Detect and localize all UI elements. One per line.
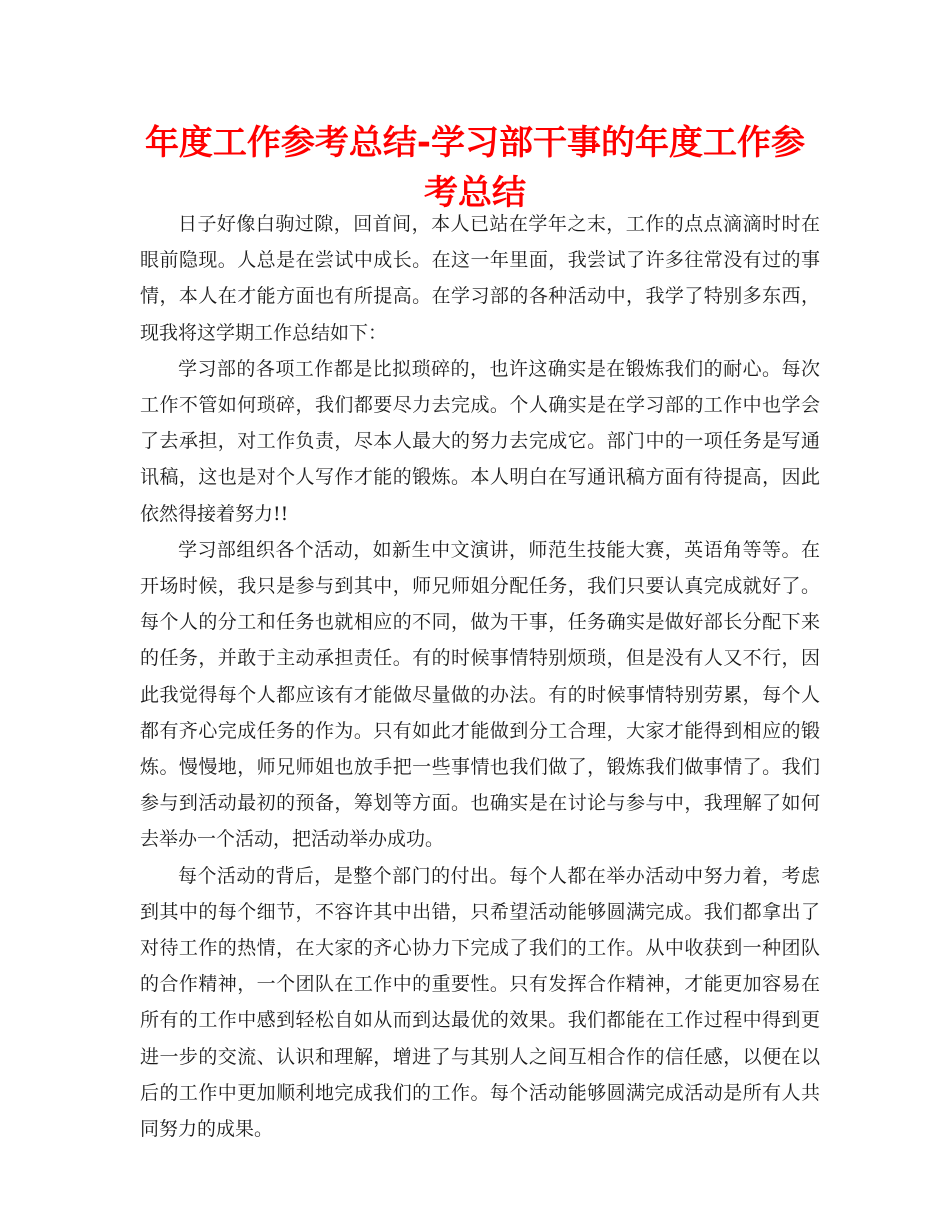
paragraph-3: 学习部组织各个活动，如新生中文演讲，师范生技能大赛，英语角等等。在开场时候，我只是参与到其中，师兄师姐分配任务，我们只要认真完成就好了。每个人的分工和任务也就相应的不同，做为干事，任务确实是做好部长分配下来的任务，并敢于主动承担责任。有的时候事情特别烦琐，但是没有人又不行，因此我觉得每个人都应该有才能做尽量做的办法。有的时候事情特别劳累，每个人都有齐心完成任务的作为。只有如此才能做到分工合理，大家才能得到相应的锻炼。慢慢地，师兄师姐也放手把一些事情也我们做了，锻炼我们做事情了。我们参与到活动最初的预备，筹划等方面。也确实是在讨论与参与中，我理解了如何去举办一个活动，把活动举办成功。 <box>140 538 820 851</box>
paragraph-4: 每个活动的背后，是整个部门的付出。每个人都在举办活动中努力着，考虑到其中的每个细节，不容许其中出错，只希望活动能够圆满完成。我们都拿出了对待工作的热情，在大家的齐心协力下完成了我们的工作。从中收获到一种团队的合作精神，一个团队在工作中的重要性。只有发挥合作精神，才能更加容易在所有的工作中感到轻松自如从而到达最优的效果。我们都能在工作过程中得到更进一步的交流、认识和理解，增进了与其别人之间互相合作的信任感，以便在以后的工作中更加顺利地完成我们的工作。每个活动能够圆满完成活动是所有人共同努力的成果。 <box>140 864 820 1141</box>
document-title: 年度工作参考总结-学习部干事的年度工作参考总结 <box>144 123 806 213</box>
document-body <box>140 206 820 1147</box>
paragraph-2: 学习部的各项工作都是比拟琐碎的，也许这确实是在锻炼我们的耐心。每次工作不管如何琐碎，我们都要尽力去完成。个人确实是在学习部的工作中也学会了去承担，对工作负责，尽本人最大的努力去完成它。部门中的一项任务是写通讯稿，这也是对个人写作才能的锻炼。本人明白在写通讯稿方面有待提高，因此依然得接着努力!! <box>140 357 820 525</box>
paragraph-1: 日子好像白驹过隙，回首间，本人已站在学年之末，工作的点点滴滴时时在眼前隐现。人总是在尝试中成长。在这一年里面，我尝试了许多往常没有过的事情，本人在才能方面也有所提高。在学习部的各种活动中，我学了特别多东西，现我将这学期工作总结如下： <box>140 213 820 344</box>
